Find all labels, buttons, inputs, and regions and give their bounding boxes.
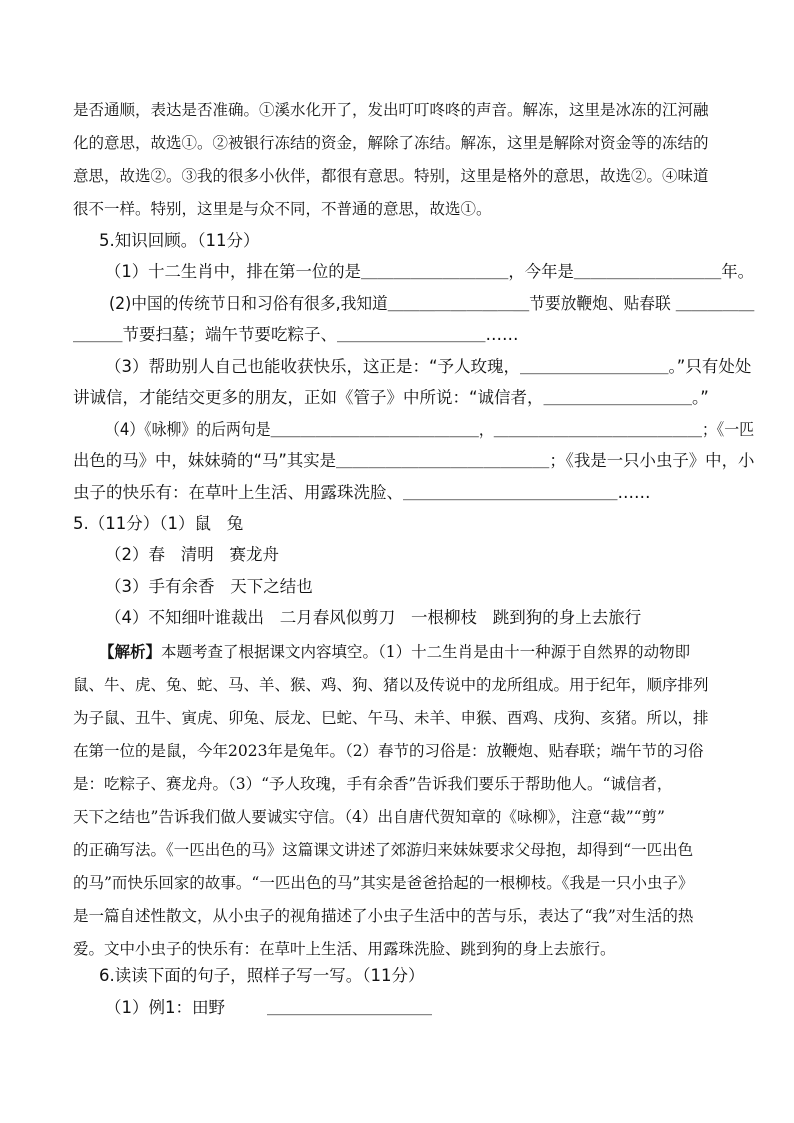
answer-5-1: 5.（11分）（1）鼠 兔 <box>73 514 244 533</box>
explanation-line-2: 鼠、牛、虎、兔、蛇、马、羊、猴、鸡、狗、猪以及传说中的龙所组成。用于纪年，顺序排列 <box>73 676 709 694</box>
explanation-line-3: 为子鼠、丑牛、寅虎、卯兔、辰龙、巳蛇、午马、未羊、申猴、酉鸡、戌狗、亥猪。所以，排 <box>73 709 709 727</box>
question-6-title: 6.读读下面的句子，照样子写一写。（11分） <box>99 966 425 985</box>
analysis-line-1: 是否通顺，表达是否准确。①溪水化开了，发出叮叮咚咚的声音。解冻，这里是冰冻的江河融 <box>73 101 709 119</box>
question-5-1: （1）十二生肖中，排在第一位的是＿＿＿＿＿＿＿＿＿，今年是＿＿＿＿＿＿＿＿＿年。 <box>105 262 755 281</box>
question-5-4a: （4）《咏柳》的后两句是＿＿＿＿＿＿＿＿＿＿＿＿＿＿，＿＿＿＿＿＿＿＿＿＿＿＿＿＿；《一匹 <box>105 420 755 439</box>
explanation-line-7: 的正确写法。《一匹出色的马》这篇课文讲述了郊游归来妹妹要求父母抱，却得到“一匹出色 <box>73 841 694 859</box>
question-5-4c: 虫子的快乐有：在草叶上生活、用露珠洗脸、＿＿＿＿＿＿＿＿＿＿＿＿＿…… <box>73 483 651 502</box>
explanation-line-10: 爱。文中小虫子的快乐有：在草叶上生活、用露珠洗脸、跳到狗的身上去旅行。 <box>73 940 616 958</box>
question-5-2b: ＿＿＿节要扫墓；端午节要吃粽子、＿＿＿＿＿＿＿＿＿…… <box>73 325 519 344</box>
explanation-line-4: 在第一位的是鼠，今年2023年是兔年。（2）春节的习俗是：放鞭炮、贴春联；端午节的习俗 <box>73 742 704 760</box>
explanation-line-6: 天下之结也”告诉我们做人要诚实守信。（4）出自唐代贺知章的《咏柳》，注意“裁”“剪” <box>73 808 665 826</box>
question-5-2a: (2)中国的传统节日和习俗有很多,我知道＿＿＿＿＿＿＿＿＿节要放鞭炮、贴春联 ＿＿＿＿＿ <box>109 294 755 313</box>
question-5-3a: （3）帮助别人自己也能收获快乐，这正是：“予人玫瑰，＿＿＿＿＿＿＿＿＿。”只有处处 <box>105 357 752 376</box>
analysis-line-2: 化的意思，故选①。②被银行冻结的资金，解除了冻结。解冻，这里是解除对资金等的冻结的 <box>73 134 709 152</box>
explanation-line-5: 是：吃粽子、赛龙舟。（3）“予人玫瑰，手有余香”告诉我们要乐于帮助他人。“诚信者， <box>73 775 673 793</box>
question-5-title: 5.知识回顾。（11分） <box>99 231 260 250</box>
analysis-line-4: 很不一样。特别，这里是与众不同，不普通的意思，故选①。 <box>73 200 492 218</box>
question-5-3b: 讲诚信，才能结交更多的朋友，正如《管子》中所说：“诚信者，＿＿＿＿＿＿＿＿＿。” <box>73 388 709 407</box>
answer-5-2: （2）春 清明 赛龙舟 <box>105 545 279 564</box>
question-6-1: （1）例1：田野 ＿＿＿＿＿＿＿＿＿＿ <box>105 998 432 1017</box>
answer-5-3: （3）手有余香 天下之结也 <box>105 577 313 596</box>
explanation-line-8: 的马”而快乐回家的故事。“一匹出色的马”其实是爸爸拾起的一根柳枝。《我是一只小虫子》 <box>73 874 694 892</box>
analysis-line-3: 意思，故选②。③我的很多小伙伴，都很有意思。特别，这里是格外的意思，故选②。④味道 <box>73 167 709 185</box>
analysis-label: 【解析】 <box>99 642 162 661</box>
answer-5-4: （4）不知细叶谁裁出 二月春风似剪刀 一根柳枝 跳到狗的身上去旅行 <box>105 608 642 627</box>
explanation-line-9: 是一篇自述性散文，从小虫子的视角描述了小虫子生活中的苦与乐，表达了“我”对生活的热 <box>73 907 694 925</box>
question-5-4b: 出色的马》中，妹妹骑的“马”其实是＿＿＿＿＿＿＿＿＿＿＿＿＿；《我是一只小虫子》中，小 <box>73 451 755 470</box>
explanation-line-1: 【解析】本题考查了根据课文内容填空。（1）十二生肖是由十一种源于自然界的动物即 <box>99 642 691 661</box>
